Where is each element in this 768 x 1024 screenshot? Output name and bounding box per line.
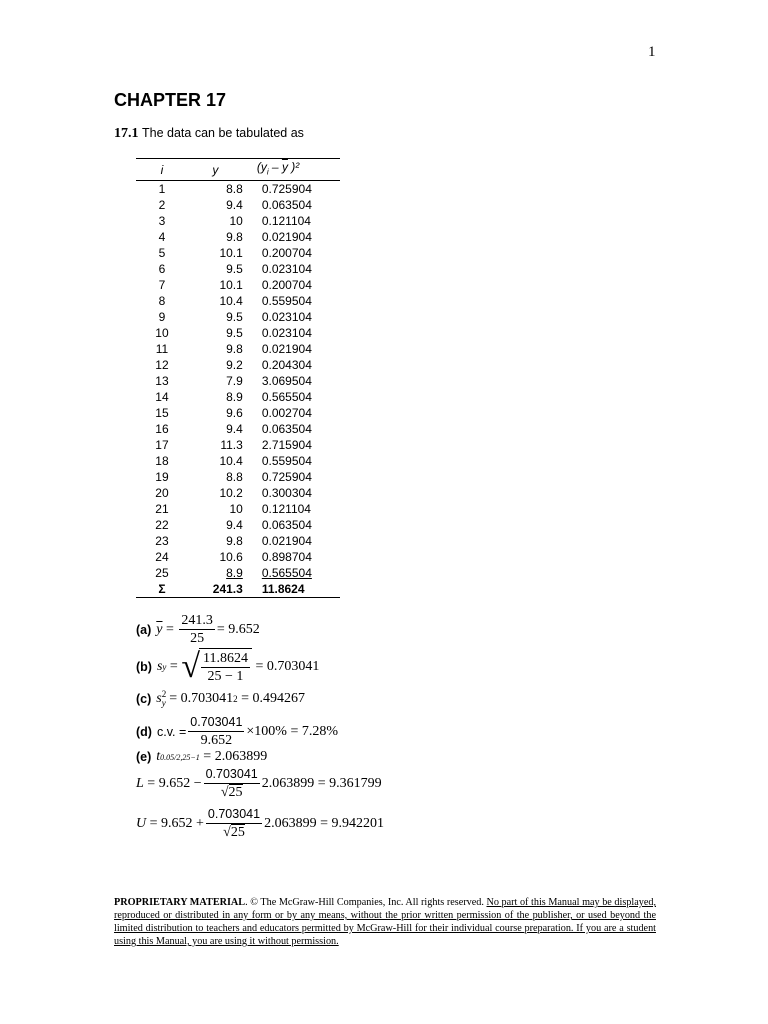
cell-i: 8 xyxy=(158,294,166,309)
equation-b-label: (b) xyxy=(136,659,152,674)
table-row xyxy=(136,325,340,341)
cell-i: 12 xyxy=(155,358,169,373)
fraction-U-denominator: 25 xyxy=(230,825,245,840)
equation-a: (a) $\overline{y}$ = $\frac{241.3}{25}$ = 9.652 xyxy=(136,613,260,646)
footer-copyright: . © The McGraw-Hill Companies, Inc. All rights reserved. xyxy=(245,897,487,908)
cell-deviation-squared: 0.063504 xyxy=(261,518,312,533)
cell-deviation-squared: 0.204304 xyxy=(261,358,312,373)
cell-deviation-squared: 0.300304 xyxy=(261,486,312,501)
cell-y: 8.9 xyxy=(226,566,243,581)
cell-i: 23 xyxy=(155,534,169,549)
fraction-d-denominator: 9.652 xyxy=(200,733,233,748)
cell-i: 9 xyxy=(158,310,166,325)
ybar-symbol: $\overline{y}$ xyxy=(156,621,163,637)
cell-i: 2 xyxy=(158,198,166,213)
sqrt-icon: √ xyxy=(223,825,231,840)
equation-d xyxy=(136,714,338,749)
cell-y: 7.9 xyxy=(226,374,243,389)
cell-i: 19 xyxy=(155,470,169,485)
cell-y: 9.2 xyxy=(226,358,243,373)
cell-deviation-squared: 0.559504 xyxy=(261,454,312,469)
cell-deviation-squared: 0.200704 xyxy=(261,278,312,293)
cell-i: 16 xyxy=(155,422,169,437)
equation-L-lhs: = 9.652 − xyxy=(147,775,202,791)
cell-deviation-squared: 0.021904 xyxy=(261,230,312,245)
cell-y: 9.8 xyxy=(226,534,243,549)
equation-a-result: = 9.652 xyxy=(216,621,260,637)
table-row xyxy=(136,533,340,549)
table-row xyxy=(136,277,340,293)
table-row xyxy=(136,309,340,325)
fraction-a xyxy=(179,612,215,647)
fraction-a-numerator: 241.3 xyxy=(181,613,213,628)
cell-i: 21 xyxy=(155,502,169,517)
equation-U-result: 2.063899 = 9.942201 xyxy=(264,815,384,831)
cell-i: 5 xyxy=(158,246,166,261)
equation-e-label: (e) xyxy=(136,750,152,764)
cell-deviation-squared: 0.898704 xyxy=(261,550,312,565)
table-row xyxy=(136,565,340,581)
equation-U-lhs: = 9.652 + xyxy=(149,815,204,831)
table-row xyxy=(136,517,340,533)
table-row xyxy=(136,549,340,565)
fraction-L-numerator: 0.703041 xyxy=(204,766,260,784)
table-row xyxy=(136,453,340,469)
cell-deviation-squared: 0.559504 xyxy=(261,294,312,309)
cell-y: 9.4 xyxy=(226,518,243,533)
cell-i: 7 xyxy=(158,278,166,293)
sum-deviation-squared: 11.8624 xyxy=(243,581,340,598)
cell-deviation-squared: 0.200704 xyxy=(261,246,312,261)
fraction-L-denominator: 25 xyxy=(228,785,243,800)
cell-y: 9.6 xyxy=(226,406,243,421)
cell-deviation-squared: 0.725904 xyxy=(261,182,312,197)
cell-i: 4 xyxy=(158,230,166,245)
cell-i: 18 xyxy=(155,454,169,469)
fraction-U xyxy=(206,806,262,841)
table-row xyxy=(136,485,340,501)
cell-y: 10.4 xyxy=(219,454,243,469)
fraction-U-numerator: 0.703041 xyxy=(206,806,262,824)
table-row xyxy=(136,469,340,485)
equation-c-result: = 0.494267 xyxy=(241,691,306,706)
problem-intro xyxy=(114,126,304,142)
table-body xyxy=(136,181,340,598)
fraction-d-numerator: 0.703041 xyxy=(188,714,244,732)
cell-i: 14 xyxy=(155,390,169,405)
table-row xyxy=(136,437,340,453)
equation-b-result: = 0.703041 xyxy=(255,658,320,674)
equation-d-result: ×100% = 7.28% xyxy=(246,723,339,739)
equation-L-result: 2.063899 = 9.361799 xyxy=(261,775,382,791)
cell-i: 6 xyxy=(158,262,166,277)
equation-U: U = 9.652 + $\frac{0.703041}{√25}$ 2.063899 = 9.942201 xyxy=(136,807,384,840)
equation-c-label: (c) xyxy=(136,692,152,706)
cell-i: 15 xyxy=(155,406,169,421)
cell-deviation-squared: 0.021904 xyxy=(261,534,312,549)
cell-y: 8.8 xyxy=(226,182,243,197)
cell-y: 10 xyxy=(229,214,243,229)
table-row xyxy=(136,245,340,261)
sqrt-icon: √ xyxy=(220,785,229,800)
cell-y: 9.5 xyxy=(226,262,243,277)
page-number: 1 xyxy=(648,44,656,60)
cell-y: 10.1 xyxy=(219,278,243,293)
cell-i: 24 xyxy=(155,550,169,565)
cell-i: 22 xyxy=(155,518,169,533)
cell-i: 13 xyxy=(155,374,169,389)
cell-deviation-squared: 0.063504 xyxy=(261,422,312,437)
fraction-a-denominator: 25 xyxy=(190,631,205,646)
cell-y: 10.6 xyxy=(219,550,243,565)
footer-proprietary: PROPRIETARY MATERIAL xyxy=(114,897,246,908)
data-table xyxy=(136,158,340,598)
fraction-b-denominator: 25 − 1 xyxy=(207,669,244,684)
equation-c: (c) s 2 y = 0.703041 2 = 0.494267 xyxy=(136,689,306,708)
table-row xyxy=(136,181,340,198)
footer-notice: No part of this Manual may be displayed, reproduced or distributed in any form or by any means, without the prior written permission of the publisher, or used beyond the limited distribution to teachers and educators permitted by McGraw-Hill for their individual course preparation. If you are a student using this Manual, you are using it without permission. xyxy=(114,897,656,947)
cell-i: 17 xyxy=(155,438,169,453)
problem-intro-text: The data can be tabulated as xyxy=(142,126,304,140)
fraction-L xyxy=(204,766,260,801)
table-row xyxy=(136,389,340,405)
equation-d-lhs: c.v. = xyxy=(156,724,187,739)
table-row xyxy=(136,405,340,421)
cell-y: 8.9 xyxy=(226,390,243,405)
cell-y: 9.5 xyxy=(226,310,243,325)
table-row xyxy=(136,357,340,373)
table-row xyxy=(136,229,340,245)
cell-deviation-squared: 0.023104 xyxy=(261,262,312,277)
cell-deviation-squared: 0.121104 xyxy=(261,502,311,517)
cell-deviation-squared: 0.121104 xyxy=(261,214,311,229)
cell-deviation-squared: 0.021904 xyxy=(261,342,312,357)
cell-y: 10.2 xyxy=(219,486,243,501)
table-sum-row xyxy=(136,581,340,598)
equation-e-subscript: 0.05/2,25−1 xyxy=(160,752,200,762)
cell-y: 9.5 xyxy=(226,326,243,341)
cell-y: 10.1 xyxy=(219,246,243,261)
cell-y: 10 xyxy=(229,502,243,517)
cell-y: 10.4 xyxy=(219,294,243,309)
table-row xyxy=(136,197,340,213)
cell-y: 11.3 xyxy=(220,438,243,453)
table-row xyxy=(136,421,340,437)
table-row xyxy=(136,501,340,517)
equation-b: (b) s y = √ $\frac{11.8624}{25 - 1}$ = 0.703041 xyxy=(136,647,320,685)
cell-i: 20 xyxy=(155,486,169,501)
sum-y: 241.3 xyxy=(188,581,243,598)
table-row xyxy=(136,261,340,277)
cell-deviation-squared: 0.063504 xyxy=(261,198,312,213)
equation-a-label: (a) xyxy=(136,622,152,637)
equation-d-label: (d) xyxy=(136,724,152,739)
table-row xyxy=(136,341,340,357)
equation-e: (e) t 0.05/2,25−1 = 2.063899 xyxy=(136,749,268,764)
header-y: y xyxy=(188,159,243,181)
sqrt-b xyxy=(181,648,252,685)
chapter-title: CHAPTER 17 xyxy=(114,90,227,110)
cell-deviation-squared: 0.023104 xyxy=(261,310,312,325)
cell-y: 9.4 xyxy=(226,198,243,213)
cell-y: 9.8 xyxy=(226,342,243,357)
cell-i: 25 xyxy=(155,566,169,581)
table-row xyxy=(136,373,340,389)
cell-deviation-squared: 0.565504 xyxy=(261,566,312,581)
cell-i: 11 xyxy=(155,342,169,357)
cell-y: 9.4 xyxy=(226,422,243,437)
cell-y: 8.8 xyxy=(226,470,243,485)
cell-deviation-squared: 2.715904 xyxy=(261,438,312,453)
table-header-row xyxy=(136,159,340,181)
fraction-b-numerator: 11.8624 xyxy=(203,651,248,666)
sum-symbol: Σ xyxy=(136,581,188,598)
fraction-d xyxy=(188,714,244,749)
cell-deviation-squared: 0.725904 xyxy=(261,470,312,485)
equation-e-result: = 2.063899 xyxy=(203,749,268,764)
cell-deviation-squared: 3.069504 xyxy=(261,374,312,389)
header-deviation-squared: ($y_i - \overline{y}$ )² xyxy=(243,159,340,181)
cell-deviation-squared: 0.002704 xyxy=(261,406,312,421)
problem-number: 17.1 xyxy=(114,126,139,141)
fraction-b xyxy=(201,650,250,685)
table-row xyxy=(136,293,340,309)
cell-deviation-squared: 0.023104 xyxy=(261,326,312,341)
equation-c-expr: = 0.703041 xyxy=(169,691,234,706)
cell-i: 3 xyxy=(158,214,166,229)
cell-y: 9.8 xyxy=(226,230,243,245)
equation-L: L = 9.652 − $\frac{0.703041}{√25}$ 2.063899 = 9.361799 xyxy=(136,767,382,800)
cell-i: 10 xyxy=(155,326,169,341)
copyright-footer xyxy=(114,896,656,948)
header-i: i xyxy=(136,159,188,181)
cell-deviation-squared: 0.565504 xyxy=(261,390,312,405)
table-row xyxy=(136,213,340,229)
sqrt-icon: √ xyxy=(181,647,200,685)
cell-i: 1 xyxy=(158,182,166,197)
